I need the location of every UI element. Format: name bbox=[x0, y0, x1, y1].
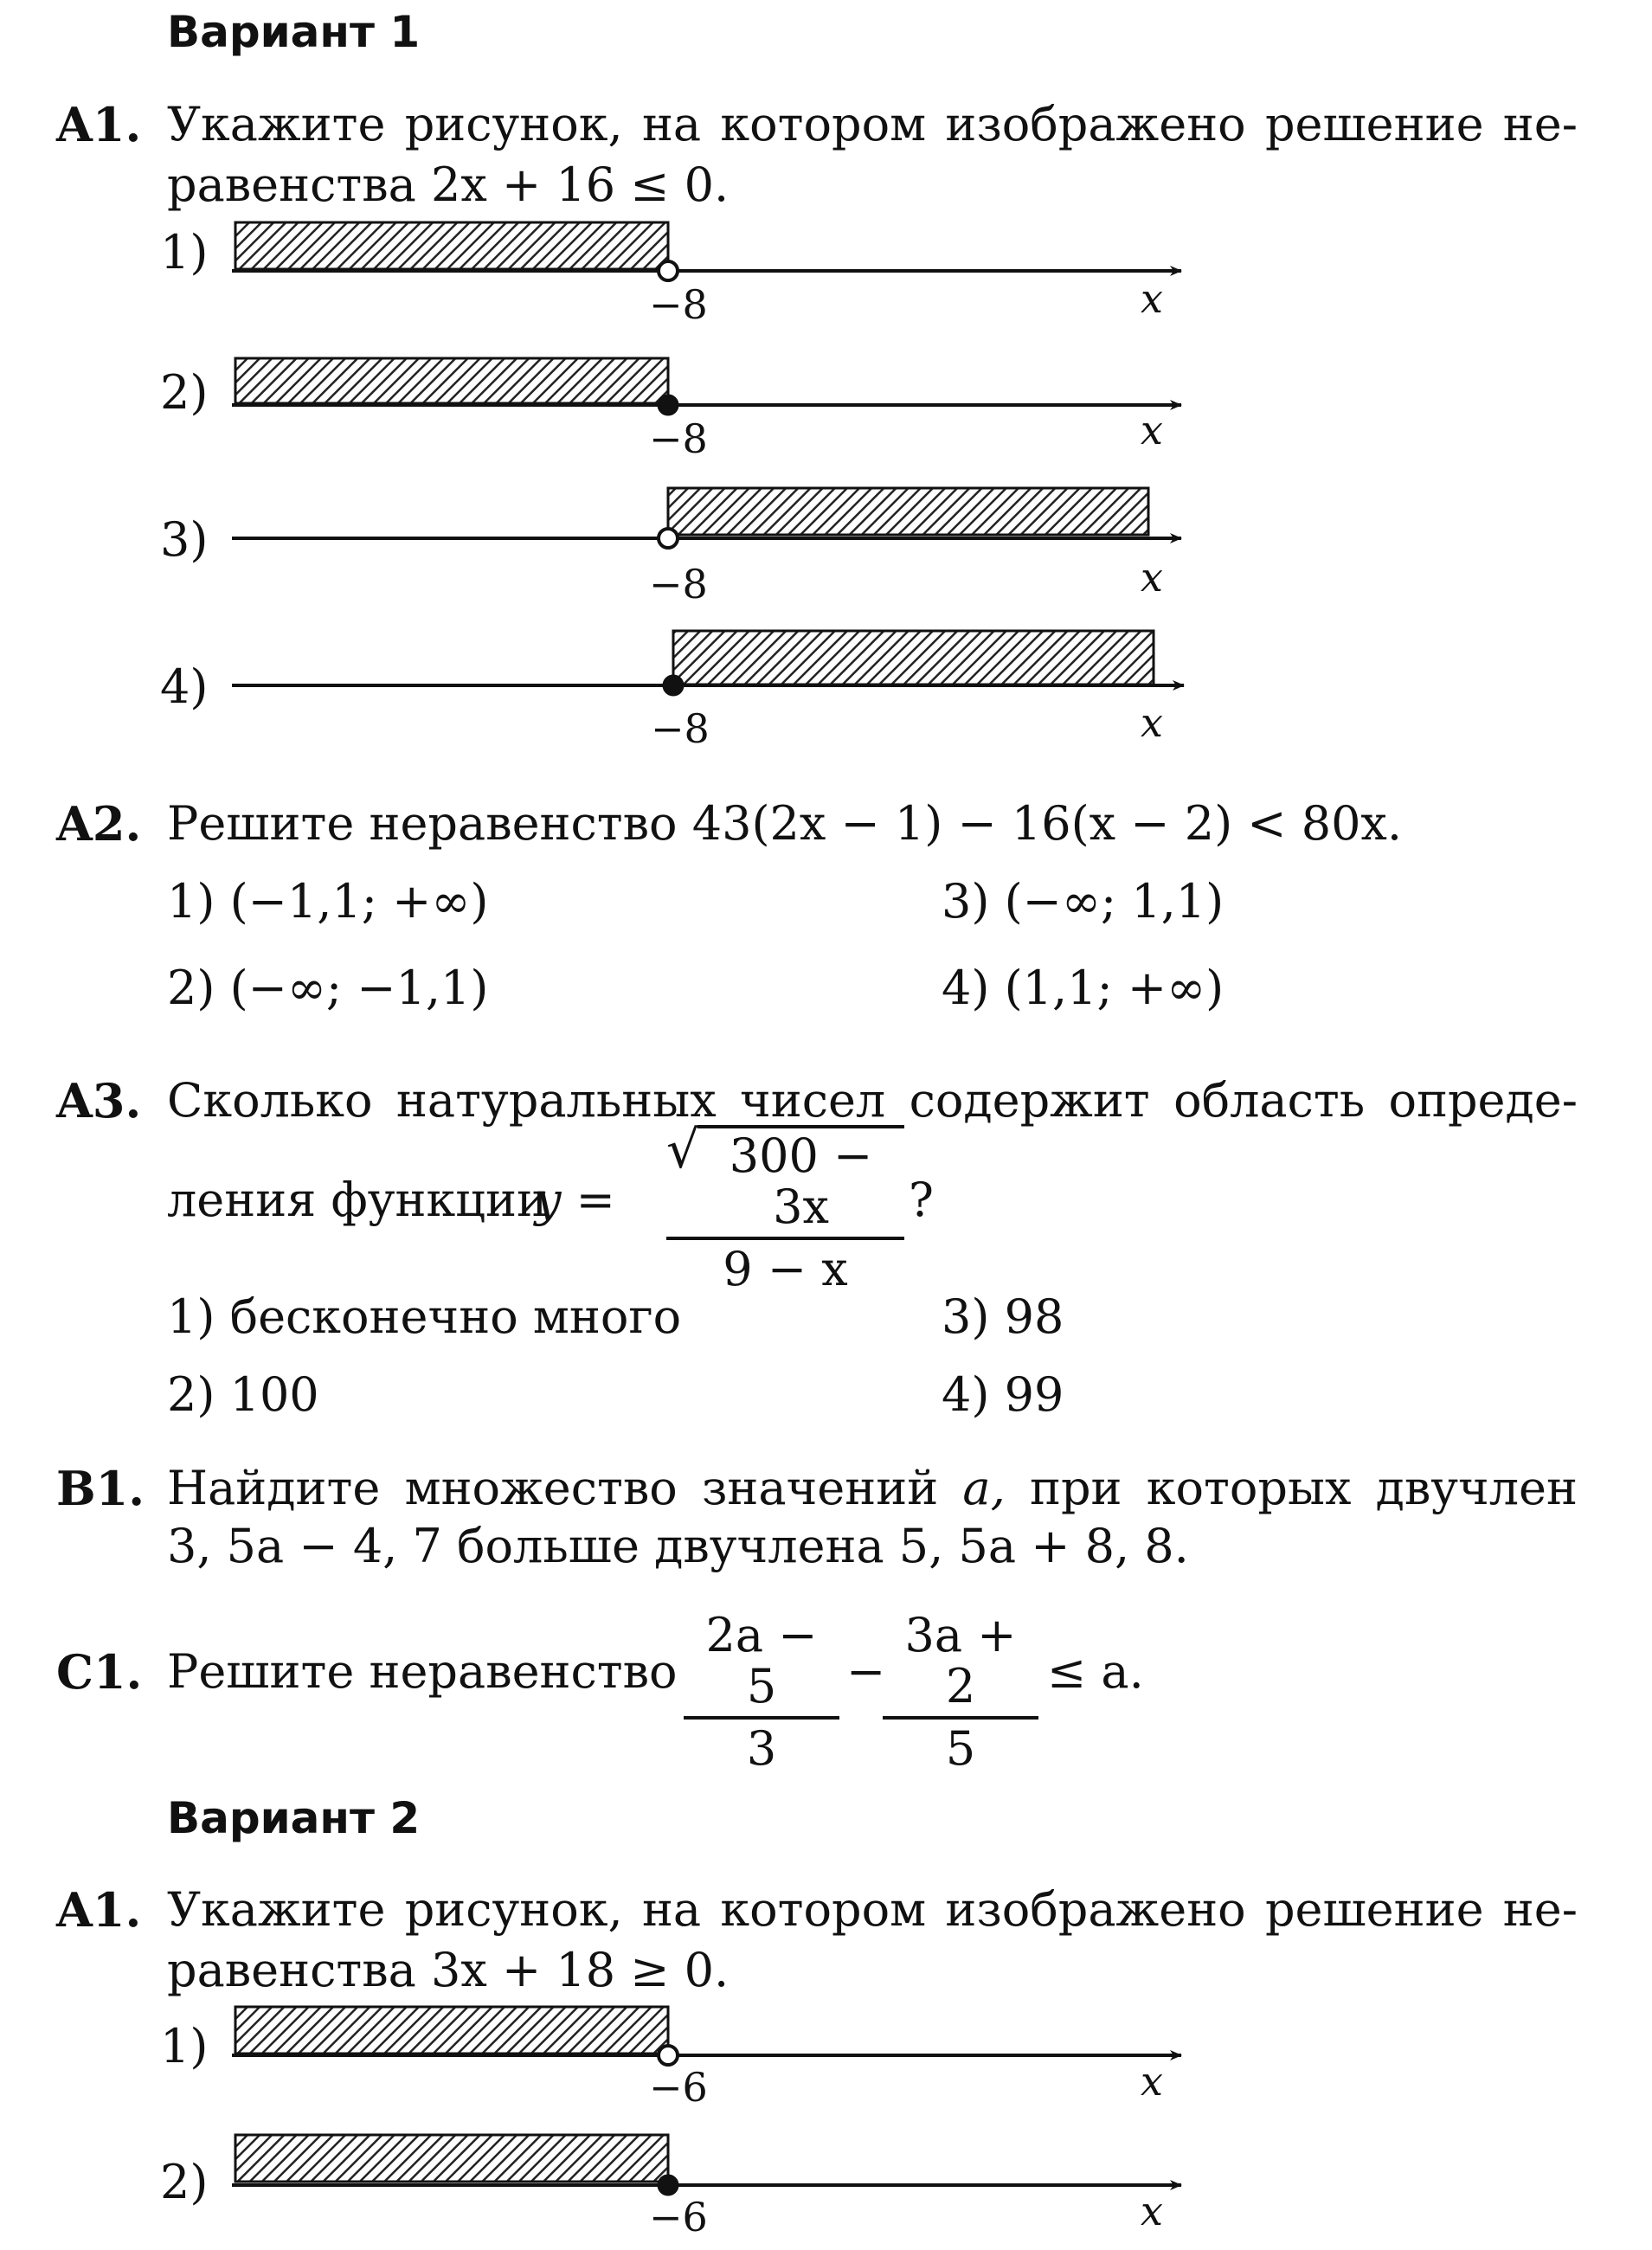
task-b1-line1 bbox=[167, 1461, 1578, 1515]
task-b1-line2: 3, 5a − 4, 7 больше двучлена 5, 5a + 8, 8. bbox=[167, 1519, 1189, 1573]
v2-fig1-point-label: −6 bbox=[649, 2064, 708, 2111]
task-a1-label: A1. bbox=[56, 97, 142, 152]
fig1-point-label: −8 bbox=[649, 281, 708, 328]
word: не- bbox=[1502, 1882, 1578, 1937]
v2-fig2-point-label: −6 bbox=[649, 2194, 708, 2240]
fraction-bar bbox=[666, 1237, 904, 1240]
fraction-numerator: 3a + 2 bbox=[904, 1608, 1017, 1714]
v2-fig1-number: 1) bbox=[160, 2019, 209, 2073]
fig4-number: 4) bbox=[160, 659, 209, 714]
word: при bbox=[1029, 1461, 1122, 1515]
fraction-bar bbox=[883, 1716, 1038, 1720]
fig1-number: 1) bbox=[160, 225, 209, 280]
filled-point bbox=[664, 676, 683, 695]
variant-2-title: Вариант 2 bbox=[167, 1793, 421, 1843]
word: область bbox=[1173, 1073, 1366, 1128]
word: значений bbox=[701, 1461, 939, 1515]
open-point bbox=[659, 2046, 678, 2065]
word: на bbox=[641, 1882, 702, 1937]
fig3-point-label: −8 bbox=[649, 561, 708, 608]
word: натуральных bbox=[395, 1073, 717, 1128]
v2-fig2-axis-label: x bbox=[1141, 2188, 1163, 2234]
word: на bbox=[641, 97, 702, 151]
word: изображено bbox=[945, 97, 1246, 151]
fig1-axis-label: x bbox=[1141, 275, 1163, 322]
shaded-region bbox=[673, 631, 1154, 685]
v2-task-a1-line2: равенства 3x + 18 ≥ 0. bbox=[167, 1943, 730, 1997]
v2-number-line-2 bbox=[225, 2131, 1203, 2201]
word: двучлен bbox=[1375, 1461, 1578, 1515]
fraction-numerator bbox=[666, 1120, 904, 1235]
fraction-denominator: 5 bbox=[945, 1720, 976, 1776]
fraction-denominator: 3 bbox=[746, 1720, 777, 1776]
square-root bbox=[666, 1120, 904, 1235]
c1-fraction-1 bbox=[684, 1610, 839, 1774]
function-fraction bbox=[666, 1120, 904, 1296]
task-a1-line1 bbox=[167, 97, 1578, 151]
task-a1-line2: равенства 2x + 16 ≤ 0. bbox=[167, 158, 730, 212]
word: Сколько bbox=[167, 1073, 373, 1128]
fig4-point-label: −8 bbox=[651, 705, 710, 752]
task-a3-option-4: 4) 99 bbox=[942, 1367, 1064, 1422]
task-a3-line1 bbox=[167, 1073, 1578, 1128]
task-a2-option-4: 4) (1,1; +∞) bbox=[942, 961, 1225, 1015]
task-a3-option-3: 3) 98 bbox=[942, 1289, 1064, 1344]
shaded-region bbox=[235, 2135, 668, 2182]
fraction-denominator: 9 − x bbox=[723, 1241, 848, 1296]
task-a2-text: Решите неравенство 43(2x − 1) − 16(x − 2) < 80x. bbox=[167, 796, 1403, 851]
fig2-axis-label: x bbox=[1141, 407, 1163, 453]
number-line-3 bbox=[225, 485, 1203, 554]
word: решение bbox=[1264, 97, 1484, 151]
word: чисел bbox=[740, 1073, 886, 1128]
number-line-2 bbox=[225, 355, 1203, 424]
filled-point bbox=[659, 2176, 678, 2195]
task-a3-label: A3. bbox=[56, 1073, 142, 1128]
sqrt-icon: √ bbox=[666, 1120, 700, 1180]
v2-fig2-number: 2) bbox=[160, 2155, 209, 2209]
c1-tail: ≤ a. bbox=[1047, 1644, 1144, 1699]
shaded-region bbox=[235, 222, 668, 269]
question-mark: ? bbox=[909, 1173, 934, 1227]
fig2-number: 2) bbox=[160, 365, 209, 420]
task-a3-line2-prefix: ления функции bbox=[167, 1173, 548, 1227]
word: рисунок, bbox=[404, 97, 623, 151]
word: множество bbox=[404, 1461, 678, 1515]
word: изображено bbox=[945, 1882, 1246, 1937]
word: a, bbox=[962, 1461, 1006, 1515]
word: котором bbox=[720, 97, 927, 151]
v2-number-line-1 bbox=[225, 2003, 1203, 2073]
shaded-region bbox=[235, 2007, 668, 2054]
fraction-numerator: 2a − 5 bbox=[705, 1608, 818, 1714]
word: Укажите bbox=[167, 1882, 386, 1937]
v2-task-a1-label: A1. bbox=[56, 1882, 142, 1938]
fraction-bar bbox=[684, 1716, 839, 1720]
word: решение bbox=[1264, 1882, 1484, 1937]
task-a2-option-2: 2) (−∞; −1,1) bbox=[167, 961, 489, 1015]
task-c1-text: Решите неравенство bbox=[167, 1644, 678, 1699]
number-line-1 bbox=[225, 221, 1203, 290]
shaded-region bbox=[668, 488, 1148, 535]
word: рисунок, bbox=[404, 1882, 623, 1937]
task-a2-option-1: 1) (−1,1; +∞) bbox=[167, 874, 489, 929]
v2-fig1-axis-label: x bbox=[1141, 2058, 1163, 2105]
variant-1-title: Вариант 1 bbox=[167, 7, 421, 57]
fig3-axis-label: x bbox=[1141, 554, 1163, 601]
open-point bbox=[659, 529, 678, 548]
task-a2-label: A2. bbox=[56, 796, 142, 852]
open-point bbox=[659, 261, 678, 280]
task-c1-label: C1. bbox=[56, 1644, 143, 1700]
word: Укажите bbox=[167, 97, 386, 151]
filled-point bbox=[659, 395, 678, 415]
fig2-point-label: −8 bbox=[649, 415, 708, 462]
word: не- bbox=[1502, 97, 1578, 151]
number-line-4 bbox=[225, 627, 1203, 697]
task-a2-option-3: 3) (−∞; 1,1) bbox=[942, 874, 1225, 929]
radicand: 300 − 3x bbox=[697, 1125, 904, 1233]
task-b1-label: B1. bbox=[56, 1461, 145, 1516]
c1-fraction-2 bbox=[883, 1610, 1038, 1774]
word: Найдите bbox=[167, 1461, 381, 1515]
task-a3-option-2: 2) 100 bbox=[167, 1367, 319, 1422]
c1-minus-sign: − bbox=[846, 1644, 886, 1699]
v2-task-a1-line1 bbox=[167, 1882, 1578, 1937]
word: опреде- bbox=[1388, 1073, 1578, 1128]
task-a3-option-1: 1) бесконечно много bbox=[167, 1289, 682, 1344]
word: котором bbox=[720, 1882, 927, 1937]
word: которых bbox=[1146, 1461, 1352, 1515]
shaded-region bbox=[235, 358, 668, 403]
word: содержит bbox=[909, 1073, 1150, 1128]
fig3-number: 3) bbox=[160, 512, 209, 567]
fig4-axis-label: x bbox=[1141, 699, 1163, 746]
function-variable: y = bbox=[535, 1173, 615, 1227]
